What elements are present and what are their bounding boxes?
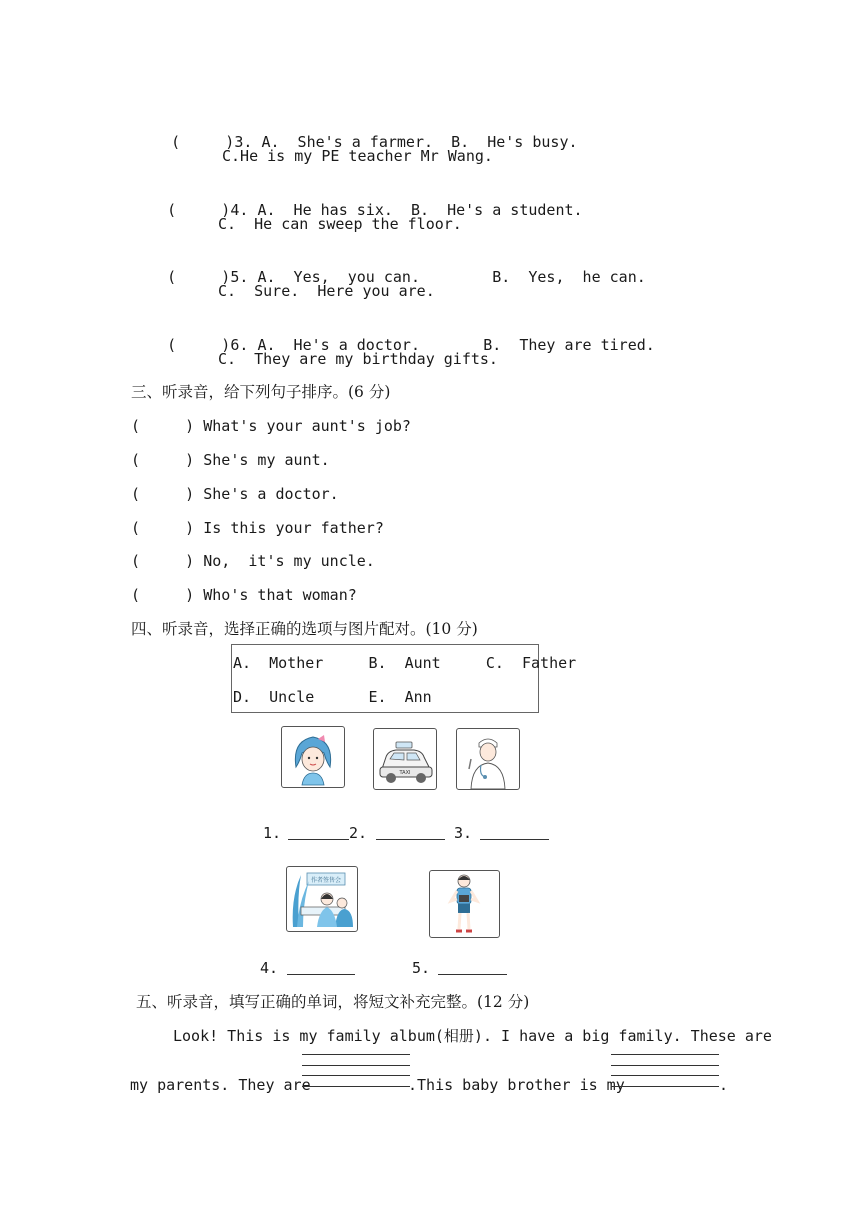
doctor-icon: [457, 729, 519, 789]
passage-end: .: [719, 1076, 729, 1094]
question-number: 6.: [230, 336, 249, 354]
boy-icon: [430, 871, 499, 937]
list-item: [131, 551, 375, 571]
answer-paren[interactable]: ( ): [167, 268, 231, 286]
answer-blank-5[interactable]: [438, 974, 507, 975]
doctor-picture: [456, 728, 520, 790]
passage-line-2b: .This baby brother is my: [408, 1076, 625, 1094]
question-options: A. She's a farmer. B. He's busy.: [261, 133, 578, 151]
rule-line: [611, 1075, 719, 1076]
list-item: [131, 484, 339, 504]
pic-label-4: 4.: [260, 959, 279, 977]
answer-blank-1[interactable]: [288, 839, 349, 840]
pic-label-2: 2.: [349, 824, 368, 842]
taxi-text: TAXI: [399, 770, 411, 776]
passage-line-2a: my parents. They are: [130, 1076, 311, 1094]
question-option-c: C. Sure. Here you are.: [218, 282, 435, 300]
rule-line: [611, 1054, 719, 1055]
pic-label-3: 3.: [454, 824, 473, 842]
list-item: [131, 518, 384, 538]
rule-line: [611, 1086, 719, 1087]
girl-icon: [282, 727, 344, 787]
rule-line: [302, 1086, 410, 1087]
answer-paren[interactable]: ( ): [167, 201, 231, 219]
question-number: 3.: [234, 133, 253, 151]
boy-picture: [429, 870, 500, 938]
options-row-1: A. Mother B. Aunt C. Father: [233, 654, 577, 672]
rule-line: [302, 1075, 410, 1076]
answer-paren[interactable]: ( ): [131, 485, 195, 503]
list-item: [131, 450, 330, 470]
list-item: [131, 585, 357, 605]
question-number: 5.: [230, 268, 249, 286]
sentence-text: What's your aunt's job?: [203, 417, 411, 435]
sentence-text: She's my aunt.: [203, 451, 330, 469]
answer-paren[interactable]: ( ): [171, 133, 235, 151]
sentence-text: Who's that woman?: [203, 586, 357, 604]
passage-line-1: Look! This is my family album(相册). I have a big family. These are: [173, 1027, 772, 1045]
answer-paren[interactable]: ( ): [131, 451, 195, 469]
rule-line: [302, 1054, 410, 1055]
book-signing-picture: [286, 866, 358, 932]
question-options: A. He's a doctor. B. They are tired.: [257, 336, 655, 354]
question-option-c: C.He is my PE teacher Mr Wang.: [222, 147, 493, 165]
sentence-text: Is this your father?: [203, 519, 384, 537]
question-options: A. Yes, you can. B. Yes, he can.: [257, 268, 646, 286]
banner-text: 作者签售会: [310, 877, 342, 884]
list-item: [131, 416, 411, 436]
sentence-text: No, it's my uncle.: [203, 552, 375, 570]
taxi-icon: [374, 729, 436, 789]
answer-paren[interactable]: ( ): [131, 552, 195, 570]
book-signing-icon: [287, 867, 357, 931]
answer-paren[interactable]: ( ): [167, 336, 231, 354]
answer-paren[interactable]: ( ): [131, 417, 195, 435]
question-options: A. He has six. B. He's a student.: [257, 201, 583, 219]
answer-blank-3[interactable]: [480, 839, 549, 840]
section-4-title: 四、听录音，选择正确的选项与图片配对。(10 分): [131, 620, 478, 638]
question-option-c: C. He can sweep the floor.: [218, 215, 462, 233]
answer-paren[interactable]: ( ): [131, 519, 195, 537]
answer-blank-2[interactable]: [376, 839, 445, 840]
question-option-c: C. They are my birthday gifts.: [218, 350, 498, 368]
rule-line: [302, 1065, 410, 1066]
rule-line: [611, 1065, 719, 1066]
sentence-text: She's a doctor.: [203, 485, 339, 503]
section-3-title: 三、听录音，给下列句子排序。(6 分): [131, 383, 391, 401]
taxi-picture: [373, 728, 437, 790]
answer-blank-4[interactable]: [287, 974, 355, 975]
pic-label-5: 5.: [412, 959, 431, 977]
girl-picture: [281, 726, 345, 788]
section-5-title: 五、听录音，填写正确的单词，将短文补充完整。(12 分): [136, 993, 530, 1011]
answer-paren[interactable]: ( ): [131, 586, 195, 604]
options-row-2: D. Uncle E. Ann: [233, 688, 432, 706]
question-number: 4.: [230, 201, 249, 219]
pic-label-1: 1.: [263, 824, 282, 842]
